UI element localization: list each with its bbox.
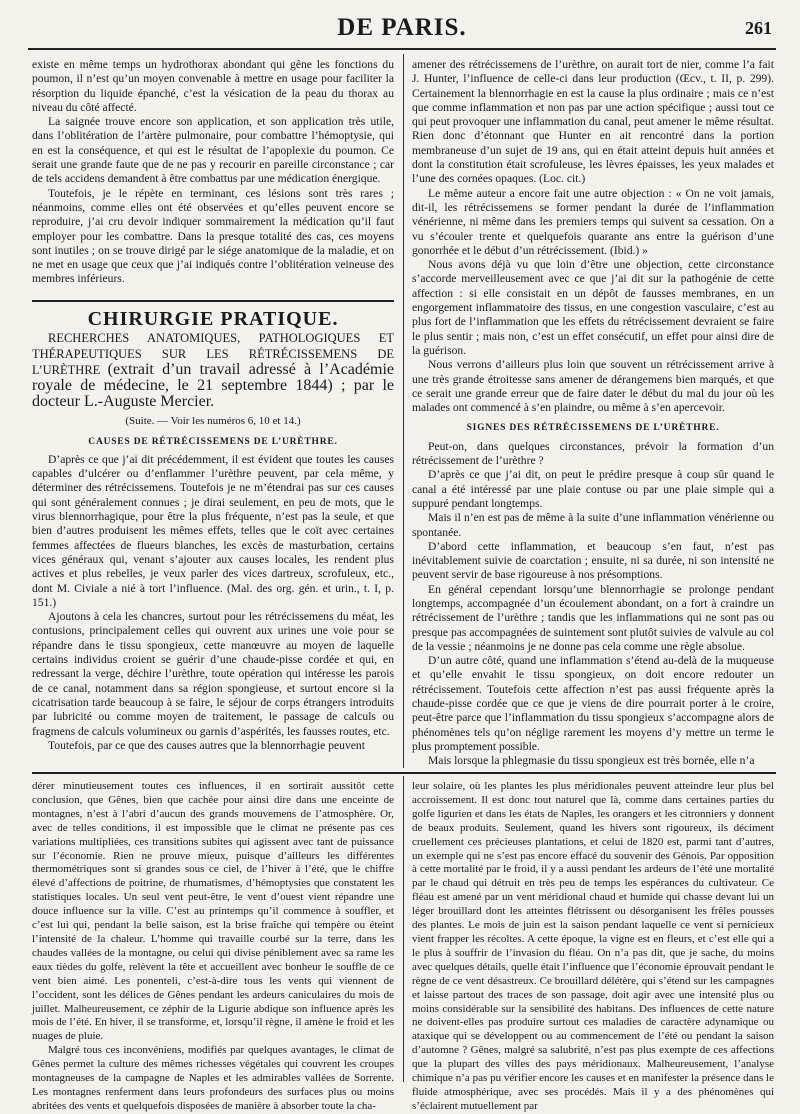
- bottom-left-column: [32, 780, 394, 1112]
- paragraph: leur solaire, où les plantes les plus méridionales peuvent atteindre leur plus bel accroissement. Il est donc tout naturel que là, comme dans certaines parties du golfe ligurien et dans les états de Naples, les orangers et les citronniers y donnent de beaux produits. Seulement, quand les hivers sont rigoureux, ils déciment cruellement ces précieuses plantations, et celui de 1820 est, parmi tant d’autres, un exemple qui ne s’est pas encore effacé du souvenir des Génois. Par opposition à cette mortalité par le froid, il y a aussi pendant les ardeurs de l’été une mortalité par le chaud qui détruit en très peu de temps les espérances du cultivateur. Ce fléau est amené par un vent méridional chaud et humide qui chasse devant lui un léger brouillard dont les atteintes flétrissent ou désorganisent les frêles pousses des plantes. Le mois de juin est la saison pendant laquelle ce vent si pernicieux vient frapper les récoltes. A cette époque, la vigne est en fleurs, et c’est elle qui a le plus à souffrir de l’invasion du fléau. On n’a pas dit, que je sache, du moins avec quelques détails, quelle était l’influence que l’économie éprouvait pendant le règne de ce vent désastreux. Ce brouillard délétère, qui s’étend sur les campagnes et laisse partout des traces de son passage, doit agir avec une intensité plus ou moins considérable sur la sensibilité des habitans. Des influences de cette nature ne doivent-elles pas produire surtout ces maladies de caractère adynamique ou ataxique qui se développent ou au commencement de l’été ou pendant la saison d’automne ? Gênes, malgré sa salubrité, n’est pas plus exempte de ces affections que la plupart des villes des pays méridionaux. Malheureusement, l’analyse chimique n’a pas pu vérifier encore les causes et en manifester la présence dans le fluide atmosphérique, avec ses procédés. Mais il y a des phénomènes qui s’éclairent mutuellement par: [412, 780, 774, 1112]
- signes-heading: SIGNES DES RÉTRÉCISSEMENS DE L’URÈTHRE.: [466, 423, 720, 434]
- paragraph: D’un autre côté, quand une inflammation s’étend au-delà de la muqueuse et qu’elle envahit le tissu spongieux, on doit encore redouter un rétrécissement. Toutefois cette affection n’est pas aussi fréquente après la chaude-pisse cordée que ce que je viens de dire pourrait porter à le croire, peut-être parce que l’inflammation du tissu spongieux s’accompagne alors de phénomènes tels qu’on néglige rarement les moyens d’y mettre un terme le plus promptement possible.: [412, 654, 774, 753]
- section-divider: [32, 300, 394, 302]
- paragraph: D’après ce que j’ai dit précédemment, il est évident que toutes les causes capables d’ulcérer ou d’enflammer l’urèthre peuvent, par cela même, y déterminer des rétrécissemens. Toutefois je ne m’étendrai pas sur ces causes qui sont généralement connues ; je dirai seulement, en peu de mots, que le virus blennorrhagique, pour être la plus fréquente, n’est pas la seule, et que bien d’autres produisent les mêmes effets, telles que le coït avec certaines femmes affectées de flueurs blanches, les excès de masturbation, certains vices généraux qui, venant s’ajouter aux causes locales, les rendent plus actives et plus rebelles, je veux parler des vices dartreux, scrofuleux, etc., dont M. Civiale a nié à tort l’influence. (Mal. des org. gén. et urin., t. I, p. 151.): [32, 452, 394, 609]
- paragraph: Mais il n’en est pas de même à la suite d’une inflammation vénérienne ou spontanée.: [412, 511, 774, 539]
- suite-note: (Suite. — Voir les numéros 6, 10 et 14.): [125, 415, 301, 428]
- page-number: 261: [745, 18, 772, 38]
- paragraph: Toutefois, par ce que des causes autres que la blennorrhagie peuvent: [48, 738, 365, 752]
- article-title-a: RECHERCHES ANATOMIQUES, PATHOLOGIQUES ET THÉRAPEUTIQUES SUR LES RÉTRÉCISSEMENS DE L’URÈTHRE: [32, 331, 394, 378]
- paragraph: La saignée trouve encore son application, et son application très utile, dans l’oblitération de l’artère pulmonaire, pour combattre l’hémoptysie, qui en est la conséquence, et qui est le résultat de l’apoplexie du poumon. Ce serait une grande faute que de ne pas y recourir en pareille circonstance ; car de tels accidens demandent à être combattus par une médication énergique.: [32, 115, 394, 186]
- paragraph: Malgré tous ces inconvéniens, modifiés par quelques avantages, le climat de Gênes permet la culture des mêmes richesses végétales qui couvrent les croupes montagneuses de la campagne de Naples et les admirables vallées de Sorrente. Les montagnes renferment dans leurs profondeurs des surfaces plus ou moins abritées des vents et quelquefois disposées de manière à absorber toute la cha-: [32, 1044, 394, 1112]
- paragraph: Peut-on, dans quelques circonstances, prévoir la formation d’un rétrécissement de l’urèthre ?: [412, 439, 774, 468]
- article-title: [32, 330, 394, 410]
- bottom-column-divider: [403, 776, 404, 1082]
- paragraph: Toutefois, je le répète en terminant, ces lésions sont très rares ; néanmoins, comme elles ont été observées et qu’elles peuvent encore se reproduire, j’ai cru devoir indiquer sommairement la médication qu’il faut employer pour les combattre. Dans la presque totalité des cas, ces moyens sont inutiles ; on se trouve dirigé par le siége anatomique de la maladie, et on ne met en usage que ceux que j’ai indiqués contre l’oblitération veineuse des membres inférieurs.: [32, 186, 394, 286]
- paragraph: existe en même temps un hydrothorax abondant qui gêne les fonctions du poumon, il n’est qu’un moyen convenable à mettre en usage pour faciliter la résorption du liquide épanché, c’est la vésication de la peau du thorax au niveau du côté affecté.: [32, 58, 394, 114]
- paragraph: D’après ce que j’ai dit, on peut le prédire presque à coup sûr quand le canal a été intéressé par une plaie contuse ou par une plaie simple qui a suppuré pendant longtemps.: [412, 468, 774, 510]
- paragraph: Ajoutons à cela les chancres, surtout pour les rétrécissemens du méat, les contusions, principalement celles qui ouvrent aux urines une voie pour se répandre dans le tissu spongieux, cette manœuvre au moyen de laquelle certains individus croient se guérir d’une chaude-pisse cordée et qui, en redressant la verge, déchire l’urèthre, toute opération qui intéresse les parois de ce canal, notamment dans sa région spongieuse, et surtout encore si la cicatrisation tarde beaucoup à se faire, le séjour de corps étrangers introduits par lubricité ou comme moyen de traitement, le passage de calculs ou fragmens de calculs volumineux ou garnis d’aspérités, les fausses routes, etc.: [32, 610, 394, 738]
- paragraph: dérer minutieusement toutes ces influences, il en sortirait aussitôt cette conclusion, que Gênes, bien que cachée pour ainsi dire dans une enceinte de montagnes, n’est à l’abri d’aucun des grands mouvemens de l’atmosphère. Or, avec de telles conditions, il est impossible que le climat ne présente pas ces variations multipliées, ces transitions subites qui agissent avec tant de puissance sur l’économie. Rien ne prouve mieux, puisque d’ailleurs les différentes thermométriques sont si grandes sous ce ciel, de l’hiver à l’été, que le chiffre élevé d’affections de poitrine, de rhumatismes, d’hémoptysies que constatent les statistiques locales. Un seul vent peut-être, le vent d’ouest vient répandre une douce influence sur la ville. C’est au printemps qu’il commence à souffler, et c’est lui qui, pendant la belle saison, est la brise fraîche qui tempère ou éteint l’intensité de la chaleur. L’homme qui travaille courbé sur la terre, dans les chaudes vallées de la montagne, ou celui qui divise péniblement avec sa rame les eaux tièdes du golfe, relèvent la tête et accueillent avec bonheur le souffle de ce vent bien aimé. Les ponenteli, c’est-à-dire tous les vents qui viennent de l’occident, sont les délices de Gênes pendant les ardeurs caniculaires du mois de juillet. Malheureusement, ce zéphir de la Ligurie abdique son influence après les mois de l’été. En hiver, il se transforme, et, lorsqu’il règne, il amène le froid et les nuages de pluie.: [32, 780, 394, 1043]
- article-title-b: (extrait d’un travail adressé à l’Académie royale de médecine, le 21 septembre 1844) ; par le docteur L.-Auguste Mercier.: [32, 361, 395, 411]
- right-column: [412, 58, 774, 768]
- masthead-title: DE PARIS.: [337, 14, 467, 41]
- chirurgie-section: [32, 306, 394, 768]
- paragraph: Mais lorsque la phlegmasie du tissu spongieux est très bornée, elle n’a: [428, 754, 755, 768]
- paragraph: En général cependant lorsqu’une blennorrhagie se prolonge pendant longtemps, accompagnée d’un écoulement abondant, on a fort à craindre un rétrécissement de l’urèthre ; tandis que les inflammations qui ne sont pas ou presque pas accompagnées de suintement sont plutôt suivies de valvule au col de la vessie ; néanmoins je ne donne pas cela comme une règle absolue.: [412, 582, 774, 653]
- column-divider: [403, 54, 404, 768]
- left-top-column: [32, 58, 394, 296]
- header-rule: [28, 48, 776, 50]
- section-title: CHIRURGIE PRATIQUE.: [87, 308, 339, 330]
- paragraph: D’abord cette inflammation, et beaucoup s’en faut, n’est pas inévitablement suivie de coarctation ; ensuite, ni sa durée, ni son intensité ne peuvent servir de base rigoureuse à nos présomptions.: [412, 539, 774, 582]
- paragraph: Nous avons déjà vu que loin d’être une objection, cette circonstance s’accorde merveilleusement avec ce que j’ai dit sur la pathogénie de cette affection : si elle consistait en un dépôt de fausses membranes, en un engorgement inflammatoire des tissus, en une congestion vasculaire, c’est au plus fort de l’inflammation que les effets du rétrécissement devraient se faire le plus sentir ; mais non, c’est un effet consécutif, un effet pour ainsi dire de la guérison.: [412, 258, 774, 357]
- causes-heading: CAUSES DE RÉTRÉCISSEMENS DE L’URÈTHRE.: [88, 436, 338, 447]
- paragraph: Le même auteur a encore fait une autre objection : « On ne voit jamais, dit-il, les rétrécissemens se former pendant la durée de l’inflammation vénérienne, ni même dans les premiers temps qui suivent sa cessation. On a vu s’écouler trente et quelquefois quarante ans entre la guérison d’une gonorrhée et le début d’un rétrécissement. (Ibid.) »: [412, 186, 774, 257]
- feuilleton-divider: [32, 772, 776, 774]
- paragraph: amener des rétrécissemens de l’urèthre, on aurait tort de nier, comme l’a fait J. Hunter, l’influence de celle-ci dans leur production (Œcv., t. II, p. 299). Certainement la blennorrhagie en est la cause la plus ordinaire ; mais ce n’est que comme inflammation et non pas par une action spécifique ; aussi tout ce qui peut provoquer une inflammation du canal, peut amener le même résultat. Rien donc d’étonnant que Hunter en ait rencontré dans la portion membraneuse d’un sujet de 19 ans, qui en était atteint depuis huit années et dont la constitution était scrofuleuse, les lèvres épaisses, les yeux malades et l’une des cornées opaques. (Loc. cit.): [412, 58, 774, 186]
- page-header: [28, 10, 776, 50]
- bottom-right-column: [412, 780, 774, 1112]
- paragraph: Nous verrons d’ailleurs plus loin que souvent un rétrécissement arrive à une très grande étroitesse sans amener de dérangemens bien marqués, et que ce serait une grande erreur que de faire dater le début du mal du jour où les malades ont commencé à s’en plaindre, ou même à s’en apercevoir.: [412, 358, 774, 415]
